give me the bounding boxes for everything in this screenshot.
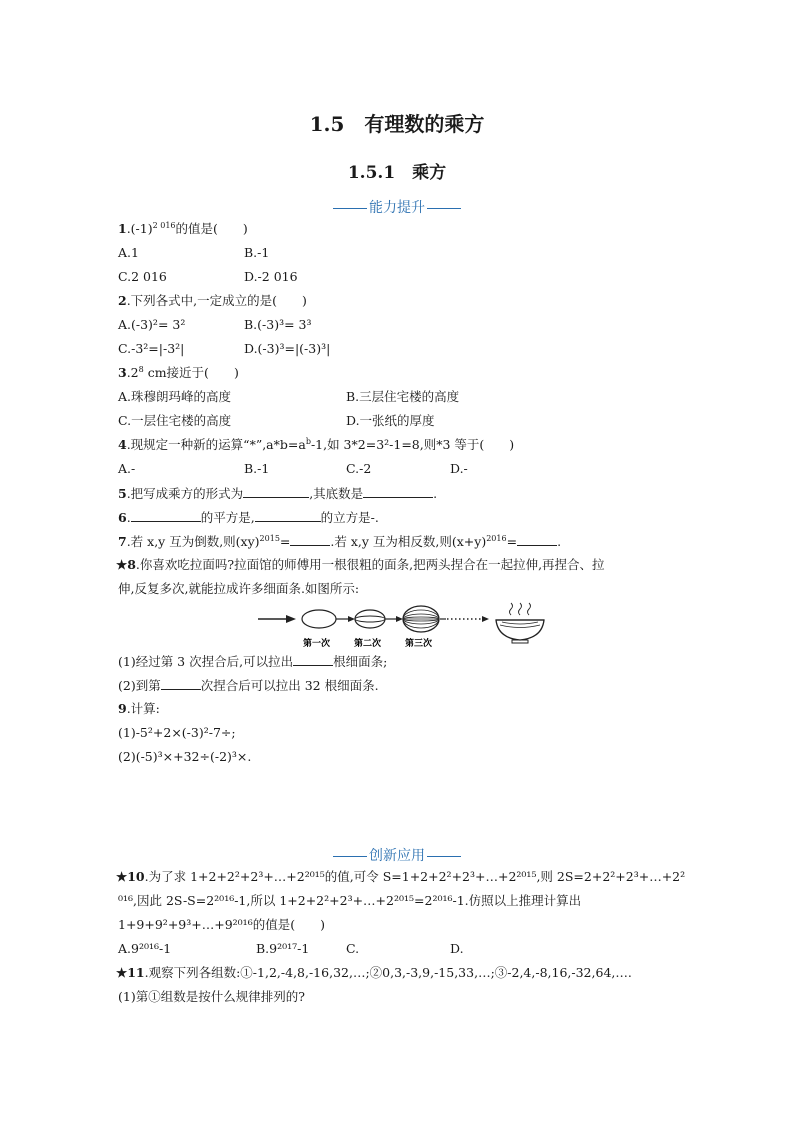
option-a: A.珠穆朗玛峰的高度 [118, 389, 232, 404]
question-number: 1 [118, 221, 127, 236]
arrow-icon [396, 616, 403, 622]
answer-blank[interactable] [290, 533, 330, 546]
question-number: 10 [127, 869, 145, 884]
figure-label-third: 第三次 [405, 639, 433, 649]
question-8-line-2: 伸,反复多次,就能拉成许多细面条.如图所示: [118, 581, 360, 596]
divider-right [427, 208, 461, 209]
question-9-sub-2: (2)(-5)³×+32÷(-2)³×. [118, 749, 252, 764]
question-8-sub-2: (2)到第 次捏合后可以拉出 32 根细面条. [118, 678, 379, 693]
divider-left [333, 208, 367, 209]
dough-step-2 [355, 610, 385, 628]
star-mark: ★ [116, 557, 128, 572]
option-b: B.9²⁰¹⁷-1 [256, 941, 310, 956]
question-9: 9.计算: [118, 701, 160, 716]
option-a: A.1 [118, 245, 139, 260]
question-6: 6. 的平方是, 的立方是-. [118, 510, 379, 525]
section-label: 能力提升 [369, 200, 425, 216]
answer-blank[interactable] [255, 509, 321, 522]
question-10-line-2: ⁰¹⁶,因此 2S-S=2²⁰¹⁶-1,所以 1+2+2²+2³+…+2²⁰¹⁵=2²⁰¹⁶-1.仿照以上推理计算出 [118, 893, 582, 908]
noodle-bowl-icon [496, 603, 544, 643]
option-d: D.-2 016 [244, 269, 298, 284]
question-number: 9 [118, 701, 127, 716]
option-d: D.- [450, 461, 468, 476]
question-5: 5.把写成乘方的形式为 ,其底数是 . [118, 486, 438, 501]
question-number: 6 [118, 510, 127, 525]
figure-label-first: 第一次 [303, 639, 331, 649]
answer-blank[interactable] [131, 509, 201, 522]
question-11: ★11.观察下列各组数:①-1,2,-4,8,-16,32,…;②0,3,-3,9,-15,33,…;③-2,4,-8,16,-32,64,…. [116, 965, 632, 980]
section-header-ability [0, 197, 794, 217]
option-a: A.(-3)²= 3² [118, 317, 186, 332]
question-number: 7 [118, 534, 127, 549]
option-c: C.2 016 [118, 269, 167, 284]
arrow-icon [482, 616, 489, 622]
option-d: D.一张纸的厚度 [346, 413, 435, 428]
option-d: D. [450, 941, 464, 956]
question-number: 8 [127, 557, 136, 572]
question-2: 2.下列各式中,一定成立的是( ) [118, 293, 307, 308]
question-number: 4 [118, 437, 127, 452]
dough-step-1 [302, 610, 336, 628]
question-1: $1.(-1)^{2 016}$的值是( ) [118, 221, 248, 236]
question-number: 3 [118, 365, 127, 380]
option-b: B.-1 [244, 461, 270, 476]
option-c: C. [346, 941, 360, 956]
answer-blank[interactable] [293, 653, 333, 666]
question-10-line-1: ★10.为了求 1+2+2²+2³+…+2²⁰¹⁵的值,可令 S=1+2+2²+2³+…+2²⁰¹⁵,则 2S=2+2²+2³+…+2² [116, 869, 686, 884]
option-a: A.- [118, 461, 136, 476]
question-11-sub-1: (1)第①组数是按什么规律排列的? [118, 989, 305, 1004]
noodle-figure [256, 600, 546, 652]
option-a: A.9²⁰¹⁶-1 [118, 941, 172, 956]
section-header-innovation [0, 845, 794, 865]
arrow-icon [286, 615, 296, 623]
option-b: B.三层住宅楼的高度 [346, 389, 460, 404]
page-title: 1.5 有理数的乘方 [309, 112, 485, 136]
section-label: 创新应用 [369, 848, 425, 864]
divider-left [333, 856, 367, 857]
question-4: 4.现规定一种新的运算“$*”,a*b=a^b-1$,如 3*2=3²-1=8,则*3 等于( ) [118, 437, 515, 452]
question-7: 7.若 x,y 互为倒数,则(xy)$^{2015}$= .若 x,y 互为相反数,则$(x+y)^{2016}=$ . [118, 534, 562, 549]
answer-blank[interactable] [517, 533, 557, 546]
option-d: D.(-3)³=|(-3)³| [244, 341, 331, 356]
option-c: C.一层住宅楼的高度 [118, 413, 232, 428]
question-8-line-1: ★8.你喜欢吃拉面吗?拉面馆的师傅用一根很粗的面条,把两头捏合在一起拉伸,再捏合、拉 [116, 557, 605, 572]
option-c: C.-3²=|-3²| [118, 341, 185, 356]
option-b: B.-1 [244, 245, 270, 260]
divider-right [427, 856, 461, 857]
option-b: B.(-3)³= 3³ [244, 317, 312, 332]
answer-blank[interactable] [363, 485, 433, 498]
question-number: 11 [127, 965, 145, 980]
question-9-sub-1: (1)-5²+2×(-3)²-7÷; [118, 725, 236, 740]
question-number: 2 [118, 293, 127, 308]
figure-label-second: 第二次 [354, 639, 382, 649]
answer-blank[interactable] [243, 485, 309, 498]
answer-blank[interactable] [161, 677, 201, 690]
question-8-sub-1: (1)经过第 3 次捏合后,可以拉出 根细面条; [118, 654, 388, 669]
option-c: C.-2 [346, 461, 372, 476]
dough-step-3 [403, 606, 439, 632]
star-mark: ★ [116, 965, 128, 980]
section-subtitle: 1.5.1 乘方 [347, 163, 447, 183]
question-number: 5 [118, 486, 127, 501]
star-mark: ★ [116, 869, 128, 884]
question-3: $3.2^8$ cm接近于( ) [118, 365, 239, 380]
question-10-line-3: 1+9+9²+9³+…+9²⁰¹⁶的值是( ) [118, 917, 325, 932]
arrow-icon [348, 616, 355, 622]
